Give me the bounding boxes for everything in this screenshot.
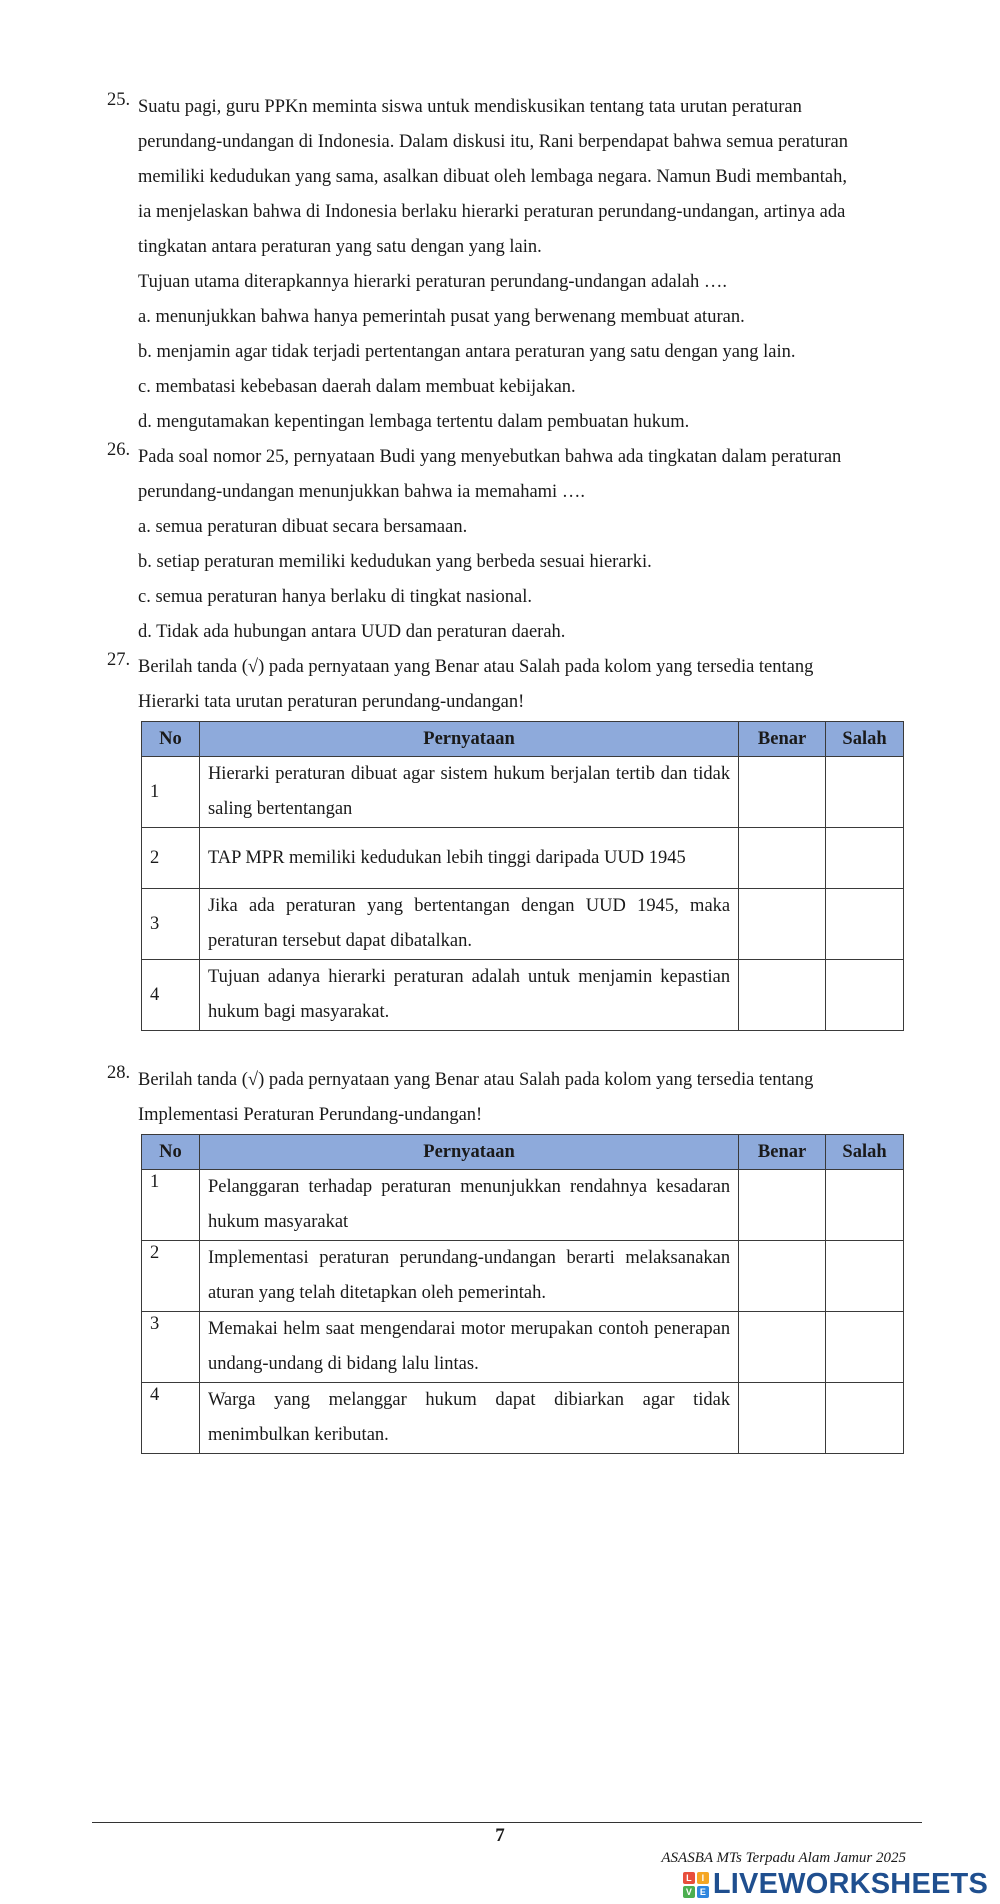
row-statement: Hierarki peraturan dibuat agar sistem hukum berjalan tertib dan tidak saling bertentangan	[199, 757, 738, 828]
table-row	[142, 757, 904, 828]
option-c[interactable]: c. membatasi kebebasan daerah dalam membuat kebijakan.	[138, 377, 576, 397]
logo-letter: E	[697, 1886, 709, 1898]
liveworksheets-brand[interactable]	[683, 1868, 988, 1901]
true-checkbox-cell[interactable]	[739, 960, 826, 1031]
true-checkbox-cell[interactable]	[739, 1312, 826, 1383]
option-b[interactable]: b. setiap peraturan memiliki kedudukan yang berbeda sesuai hierarki.	[138, 552, 652, 572]
question-number: 28.	[107, 1063, 131, 1083]
question-text-line: Implementasi Peraturan Perundang-undangan!	[138, 1105, 483, 1125]
row-statement: Implementasi peraturan perundang-undangan berarti melaksanakan aturan yang telah ditetapkan oleh pemerintah.	[199, 1241, 738, 1312]
row-statement: Tujuan adanya hierarki peraturan adalah untuk menjamin kepastian hukum bagi masyarakat.	[199, 960, 738, 1031]
header-false: Salah	[826, 722, 904, 757]
question-number: 26.	[107, 440, 131, 460]
question-number: 27.	[107, 650, 131, 670]
row-number: 3	[142, 889, 200, 960]
table-row	[142, 889, 904, 960]
true-checkbox-cell[interactable]	[739, 1170, 826, 1241]
question-text-line: ia menjelaskan bahwa di Indonesia berlaku hierarki peraturan perundang-undangan, artinya ada	[138, 202, 846, 222]
true-checkbox-cell[interactable]	[739, 889, 826, 960]
option-a[interactable]: a. semua peraturan dibuat secara bersamaan.	[138, 517, 468, 537]
question-26	[107, 440, 907, 650]
header-true: Benar	[739, 1135, 826, 1170]
row-number: 2	[142, 828, 200, 889]
true-checkbox-cell[interactable]	[739, 1241, 826, 1312]
true-checkbox-cell[interactable]	[739, 1383, 826, 1454]
question-text-line: Suatu pagi, guru PPKn meminta siswa untuk mendiskusikan tentang tata urutan peraturan	[138, 97, 802, 117]
true-checkbox-cell[interactable]	[739, 828, 826, 889]
table-row	[142, 1383, 904, 1454]
question-text-line: perundang-undangan menunjukkan bahwa ia memahami ….	[138, 482, 585, 502]
false-checkbox-cell[interactable]	[826, 1241, 904, 1312]
option-a[interactable]: a. menunjukkan bahwa hanya pemerintah pusat yang berwenang membuat aturan.	[138, 307, 745, 327]
true-checkbox-cell[interactable]	[739, 757, 826, 828]
question-text-line: Berilah tanda (√) pada pernyataan yang Benar atau Salah pada kolom yang tersedia tentang	[138, 1070, 814, 1090]
question-text-line: memiliki kedudukan yang sama, asalkan dibuat oleh lembaga negara. Namun Budi membantah,	[138, 167, 847, 187]
false-checkbox-cell[interactable]	[826, 757, 904, 828]
table-header-row	[142, 1135, 904, 1170]
false-checkbox-cell[interactable]	[826, 1170, 904, 1241]
option-d[interactable]: d. mengutamakan kepentingan lembaga tertentu dalam pembuatan hukum.	[138, 412, 690, 432]
table-row	[142, 960, 904, 1031]
header-statement: Pernyataan	[199, 722, 738, 757]
question-number: 25.	[107, 90, 131, 110]
table-row	[142, 828, 904, 889]
implementation-statement-table	[141, 1134, 904, 1454]
false-checkbox-cell[interactable]	[826, 1312, 904, 1383]
option-b[interactable]: b. menjamin agar tidak terjadi pertentangan antara peraturan yang satu dengan yang lain.	[138, 342, 796, 362]
false-checkbox-cell[interactable]	[826, 828, 904, 889]
row-statement: Memakai helm saat mengendarai motor merupakan contoh penerapan undang-undang di bidang lalu lintas.	[199, 1312, 738, 1383]
header-true: Benar	[739, 722, 826, 757]
header-false: Salah	[826, 1135, 904, 1170]
false-checkbox-cell[interactable]	[826, 1383, 904, 1454]
question-text-line: perundang-undangan di Indonesia. Dalam diskusi itu, Rani berpendapat bahwa semua peraturan	[138, 132, 848, 152]
logo-letter: V	[683, 1886, 695, 1898]
question-text-line: Pada soal nomor 25, pernyataan Budi yang menyebutkan bahwa ada tingkatan dalam peraturan	[138, 447, 842, 467]
row-statement: Warga yang melanggar hukum dapat dibiarkan agar tidak menimbulkan keributan.	[199, 1383, 738, 1454]
row-number: 1	[142, 1170, 200, 1241]
table-header-row	[142, 722, 904, 757]
question-text-line: Hierarki tata urutan peraturan perundang-undangan!	[138, 692, 525, 712]
row-number: 3	[142, 1312, 200, 1383]
row-number: 4	[142, 960, 200, 1031]
logo-letter: I	[697, 1872, 709, 1884]
brand-name: LIVEWORKSHEETS	[712, 1868, 988, 1900]
question-25	[107, 90, 907, 440]
false-checkbox-cell[interactable]	[826, 960, 904, 1031]
question-27	[107, 650, 907, 720]
question-text-line: Berilah tanda (√) pada pernyataan yang Benar atau Salah pada kolom yang tersedia tentang	[138, 657, 814, 677]
table-row	[142, 1312, 904, 1383]
page-number: 7	[495, 1825, 505, 1846]
row-number: 2	[142, 1241, 200, 1312]
row-number: 1	[142, 757, 200, 828]
table-row	[142, 1241, 904, 1312]
footer-divider	[92, 1822, 922, 1823]
table-row	[142, 1170, 904, 1241]
row-statement: Pelanggaran terhadap peraturan menunjukkan rendahnya kesadaran hukum masyarakat	[199, 1170, 738, 1241]
row-number: 4	[142, 1383, 200, 1454]
row-statement: Jika ada peraturan yang bertentangan dengan UUD 1945, maka peraturan tersebut dapat dibatalkan.	[199, 889, 738, 960]
row-statement: TAP MPR memiliki kedudukan lebih tinggi daripada UUD 1945	[199, 828, 738, 889]
question-text-line: tingkatan antara peraturan yang satu dengan yang lain.	[138, 237, 542, 257]
liveworksheets-logo-icon	[683, 1872, 709, 1898]
question-28	[107, 1063, 907, 1133]
false-checkbox-cell[interactable]	[826, 889, 904, 960]
option-c[interactable]: c. semua peraturan hanya berlaku di tingkat nasional.	[138, 587, 533, 607]
header-statement: Pernyataan	[199, 1135, 738, 1170]
header-no: No	[142, 1135, 200, 1170]
header-no: No	[142, 722, 200, 757]
footer-note: ASASBA MTs Terpadu Alam Jamur 2025	[661, 1850, 906, 1866]
question-prompt: Tujuan utama diterapkannya hierarki peraturan perundang-undangan adalah ….	[138, 272, 728, 292]
hierarchy-statement-table	[141, 721, 904, 1031]
logo-letter: L	[683, 1872, 695, 1884]
option-d[interactable]: d. Tidak ada hubungan antara UUD dan peraturan daerah.	[138, 622, 566, 642]
